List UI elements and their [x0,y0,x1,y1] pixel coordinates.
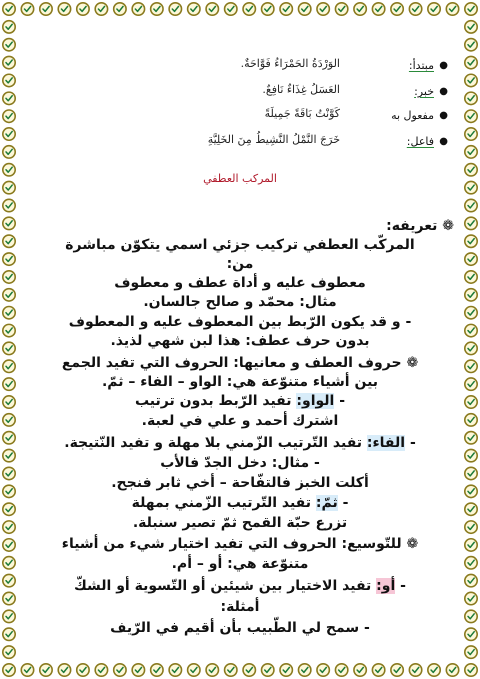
checkmark-circle-icon [298,664,310,676]
checkmark-circle-icon [465,664,477,676]
definition-heading-line [26,218,460,235]
checkmark-circle-icon [3,110,15,122]
checkmark-circle-icon [169,3,181,15]
parse-row-khabar [48,82,448,104]
definition-note-2: بدون حرف عطف: هذا لبن شهي لذيذ. [110,333,370,349]
checkmark-circle-icon [206,3,218,15]
checkmark-circle-icon [151,3,163,15]
checkmark-circle-icon [465,324,477,336]
thumma-example: تزرع حبّة القمح ثمّ تصير سنبلة. [132,515,348,531]
checkmark-circle-icon [465,396,477,408]
checkmark-circle-icon [3,235,15,247]
examples-label: أمثلة: [220,599,260,615]
bullet-icon: ● [439,136,448,147]
checkmark-circle-icon [465,449,477,461]
worksheet-content [26,22,454,657]
checkmark-circle-icon [317,664,329,676]
parse-label-mafoul: مفعول به [391,109,434,122]
checkmark-circle-icon [3,396,15,408]
checkmark-circle-icon [428,664,440,676]
dash-icon: - [314,455,320,471]
checkmark-circle-icon [465,110,477,122]
parse-value-khabar: العَسَلُ غِذَاءٌ نَافِعٌ. [262,83,340,96]
checkmark-circle-icon [465,378,477,390]
expansion-line-1: ❁ للتّوسيع: الحروف التي تفيد اختيار شيء من أشياء [61,536,419,552]
checkmark-circle-icon [3,360,15,372]
checkmark-circle-icon [465,307,477,319]
parse-row-mafoul [48,106,448,128]
parse-value-mubtada: الوَرْدَةُ الحَمْرَاءُ فَوَّاحَةٌ. [240,57,340,70]
thumma-term: ثمّ: [315,495,338,511]
aw-term: أو: [376,578,396,594]
parse-label-mubtada: مبتدأ: [408,59,434,72]
checkmark-circle-icon [3,485,15,497]
checkmark-circle-icon [3,574,15,586]
checkmark-circle-icon [354,3,366,15]
checkmark-circle-icon [243,664,255,676]
checkmark-circle-icon [3,92,15,104]
checkmark-circle-icon [3,181,15,193]
checkmark-circle-icon [446,664,458,676]
fa-term: الفاء: [366,435,406,451]
checkmark-circle-icon [465,289,477,301]
checkmark-circle-icon [465,181,477,193]
checkmark-circle-icon [95,664,107,676]
checkmark-circle-icon [409,664,421,676]
checkmark-circle-icon [58,664,70,676]
checkmark-circle-icon [3,74,15,86]
checkmark-circle-icon [465,164,477,176]
checkmark-circle-icon [465,485,477,497]
fa-example-1: - مثال: دخل الجدّ فالأب [160,455,320,471]
checkmark-circle-icon [465,3,477,15]
checkmark-circle-icon [77,3,89,15]
checkmark-circle-icon [151,664,163,676]
definition-line-2: من: [226,256,254,272]
checkmark-circle-icon [3,3,15,15]
checkmark-circle-icon [3,414,15,426]
checkmark-circle-icon [3,521,15,533]
checkmark-circle-icon [132,664,144,676]
checkmark-circle-icon [280,3,292,15]
flower-icon: ❁ [406,536,419,552]
checkmark-circle-icon [3,557,15,569]
checkmark-circle-icon [3,289,15,301]
section-title: المركب العطفي [203,172,277,185]
parse-label-khabar: خبر: [414,85,434,98]
checkmark-circle-icon [3,432,15,444]
parse-label-fael: فاعل: [406,135,434,148]
checkmark-circle-icon [132,3,144,15]
checkmark-circle-icon [465,74,477,86]
checkmark-circle-icon [335,664,347,676]
checkmark-circle-icon [465,557,477,569]
dash-icon: - [342,495,349,511]
dash-icon: - [400,578,406,594]
checkmark-circle-icon [465,432,477,444]
checkmark-circle-icon [391,3,403,15]
checkmark-circle-icon [465,39,477,51]
checkmark-circle-icon [3,164,15,176]
checkmark-circle-icon [3,21,15,33]
checkmark-circle-icon [3,539,15,551]
definition-note-1: - و قد يكون الرّبط بين المعطوف عليه و المعطوف [68,314,412,330]
definition-heading: تعريفه: [386,218,438,234]
particles-heading-2: بين أشياء متنوّعة هي: الواو – الفاء – ثمّ. [101,374,379,390]
checkmark-circle-icon [3,664,15,676]
flower-icon: ❁ [442,218,454,234]
checkmark-circle-icon [354,664,366,676]
checkmark-circle-icon [188,3,200,15]
aw-line: - أو: تفيد الاختيار بين شيئين أو التّسوية أو الشكّ [74,578,406,594]
checkmark-circle-icon [465,628,477,640]
checkmark-circle-icon [3,628,15,640]
checkmark-circle-icon [188,664,200,676]
checkmark-circle-icon [465,342,477,354]
dash-icon: - [339,393,346,409]
checkmark-circle-icon [3,307,15,319]
checkmark-circle-icon [21,3,33,15]
checkmark-circle-icon [465,646,477,658]
checkmark-circle-icon [40,664,52,676]
thumma-line: - ثمّ: تفيد التّرتيب الزّمني بمهلة [131,495,349,511]
checkmark-circle-icon [225,3,237,15]
checkmark-circle-icon [465,21,477,33]
checkmark-circle-icon [317,3,329,15]
checkmark-circle-icon [465,592,477,604]
definition-line-3: معطوف عليه و أداة عطف و معطوف [114,275,366,291]
bullet-icon: ● [439,86,448,97]
dash-icon: - [409,435,416,451]
waw-line: - الواو: تفيد الرّبط بدون ترتيب [134,393,346,409]
checkmark-circle-icon [3,39,15,51]
parse-row-fael [48,132,448,154]
checkmark-circle-icon [465,199,477,211]
parse-row-mubtada [48,56,448,78]
checkmark-circle-icon [262,3,274,15]
checkmark-circle-icon [3,128,15,140]
bullet-icon: ● [439,60,448,71]
checkmark-circle-icon [335,3,347,15]
checkmark-circle-icon [409,3,421,15]
checkmark-circle-icon [428,3,440,15]
checkmark-circle-icon [58,3,70,15]
checkmark-circle-icon [3,56,15,68]
checkmark-circle-icon [3,646,15,658]
checkmark-circle-icon [114,664,126,676]
checkmark-circle-icon [169,664,181,676]
checkmark-circle-icon [465,92,477,104]
checkmark-circle-icon [3,253,15,265]
checkmark-circle-icon [465,217,477,229]
checkmark-circle-icon [372,3,384,15]
bullet-icon: ● [439,110,448,121]
waw-example: اشترك أحمد و علي في لعبة. [141,413,339,429]
checkmark-circle-icon [465,128,477,140]
parse-value-mafoul: كَوَّنْتُ بَاقَةً جَمِيلَةً [264,107,340,120]
checkmark-circle-icon [3,449,15,461]
checkmark-circle-icon [391,664,403,676]
fa-example-2: أكلت الخبز فالتفّاحة – أخي ثابر فنجح. [111,475,369,491]
checkmark-circle-icon [3,146,15,158]
definition-example: مثال: محمّد و صالح جالسان. [143,294,337,310]
checkmark-circle-icon [298,3,310,15]
checkmark-circle-icon [243,3,255,15]
checkmark-circle-icon [465,360,477,372]
expansion-example-1: - سمح لي الطّبيب بأن أقيم في الرّيف [110,620,370,636]
checkmark-circle-icon [3,271,15,283]
checkmark-circle-icon [3,199,15,211]
checkmark-circle-icon [446,3,458,15]
checkmark-circle-icon [3,467,15,479]
checkmark-circle-icon [465,56,477,68]
checkmark-circle-icon [465,271,477,283]
checkmark-circle-icon [206,664,218,676]
definition-line-1: المركّب العطفي تركيب جزئي اسمي يتكوّن مباشرة [65,237,415,253]
checkmark-circle-icon [3,592,15,604]
checkmark-circle-icon [280,664,292,676]
checkmark-circle-icon [3,324,15,336]
checkmark-circle-icon [465,539,477,551]
checkmark-circle-icon [114,3,126,15]
checkmark-circle-icon [3,342,15,354]
checkmark-circle-icon [3,378,15,390]
checkmark-circle-icon [3,503,15,515]
dash-icon: - [405,314,412,330]
waw-term: الواو: [296,393,335,409]
checkmark-circle-icon [77,664,89,676]
fa-line: - الفاء: تفيد التّرتيب الزّمني بلا مهلة و تفيد النّتيجة. [64,435,416,451]
checkmark-circle-icon [465,503,477,515]
checkmark-circle-icon [3,610,15,622]
checkmark-circle-icon [465,235,477,247]
checkmark-circle-icon [40,3,52,15]
checkmark-circle-icon [262,664,274,676]
checkmark-circle-icon [465,574,477,586]
checkmark-circle-icon [465,467,477,479]
checkmark-circle-icon [465,521,477,533]
flower-icon: ❁ [406,355,419,371]
expansion-line-2: متنوّعة هي: أو – أم. [171,556,309,572]
checkmark-circle-icon [372,664,384,676]
checkmark-circle-icon [465,253,477,265]
checkmark-circle-icon [21,664,33,676]
checkmark-circle-icon [3,217,15,229]
checkmark-circle-icon [465,414,477,426]
dash-icon: - [364,620,370,636]
parse-value-fael: خَرَجَ النَّمْلُ النَّشِيطُ مِنَ الخَلِيَّةِ [207,133,340,146]
checkmark-circle-icon [225,664,237,676]
checkmark-circle-icon [465,146,477,158]
checkmark-circle-icon [95,3,107,15]
checkmark-circle-icon [465,610,477,622]
particles-heading-1: ❁ حروف العطف و معانيها: الحروف التي تفيد الجمع [61,355,419,371]
